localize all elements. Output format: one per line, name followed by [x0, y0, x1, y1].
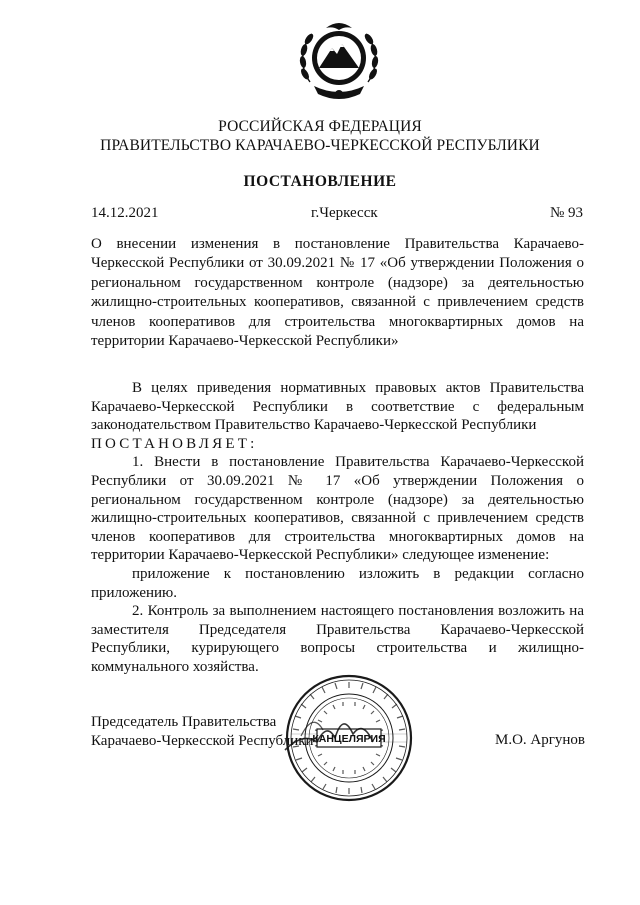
official-seal-icon: [283, 672, 415, 804]
signatory-position-line1: Председатель Правительства: [91, 714, 277, 730]
header-country: РОССИЙСКАЯ ФЕДЕРАЦИЯ: [218, 118, 422, 135]
preamble: В целях приведения нормативных правовых актов Правительства Карачаево-Черкесской Республики в соответствие с федеральным законодательством Правительство Карачаево-Черкесской Республики: [91, 380, 584, 434]
document-city: г.Черкесск: [311, 205, 378, 221]
document-date: 14.12.2021: [91, 205, 159, 221]
document-number: № 93: [549, 205, 583, 221]
document-type: ПОСТАНОВЛЕНИЕ: [243, 173, 397, 190]
stamp-center-text: КАНЦЕЛЯРИЯ: [312, 733, 386, 745]
document-title: О внесении изменения в постановление Правительства Карачаево-Черкесской Республики от 30.09.2021 № 17 «Об утверждении Положения о региональном государственном контроле (надзоре) за деятельностью жилищно-строительных кооперативов, связанной с привлечением средств членов кооперативов для строительства многоквартирных домов на территории Карачаево-Черкесской Республики»: [91, 236, 584, 350]
signatory-position-line2: Карачаево-Черкесской Республики: [91, 733, 314, 749]
signatory-name: М.О. Аргунов: [494, 732, 585, 748]
header-government: ПРАВИТЕЛЬСТВО КАРАЧАЕВО-ЧЕРКЕССКОЙ РЕСПУБЛИКИ: [100, 137, 540, 154]
resolves-word: ПОСТАНОВЛЯЕТ:: [91, 435, 258, 452]
item-1-sub: приложение к постановлению изложить в редакции согласно приложению.: [91, 565, 584, 601]
document-body: [91, 379, 584, 677]
item-1: 1. Внести в постановление Правительства Карачаево-Черкесской Республики от 30.09.2021 № 17 «Об утверждении Положения о региональном государственном контроле (надзоре) за деятельностью жилищно-строительных кооперативов, связанной с привлечением средств членов кооперативов для строительства многоквартирных домов на территории Карачаево-Черкесской Республики» следующее изменение:: [91, 454, 584, 564]
signatory-position: [91, 713, 314, 751]
item-2: 2. Контроль за выполнением настоящего постановления возложить на заместителя Председателя Правительства Карачаево-Черкесской Республики, курирующего вопросы строительства и жилищно-коммунального хозяйства.: [91, 603, 584, 675]
coat-of-arms-icon: [296, 16, 382, 106]
